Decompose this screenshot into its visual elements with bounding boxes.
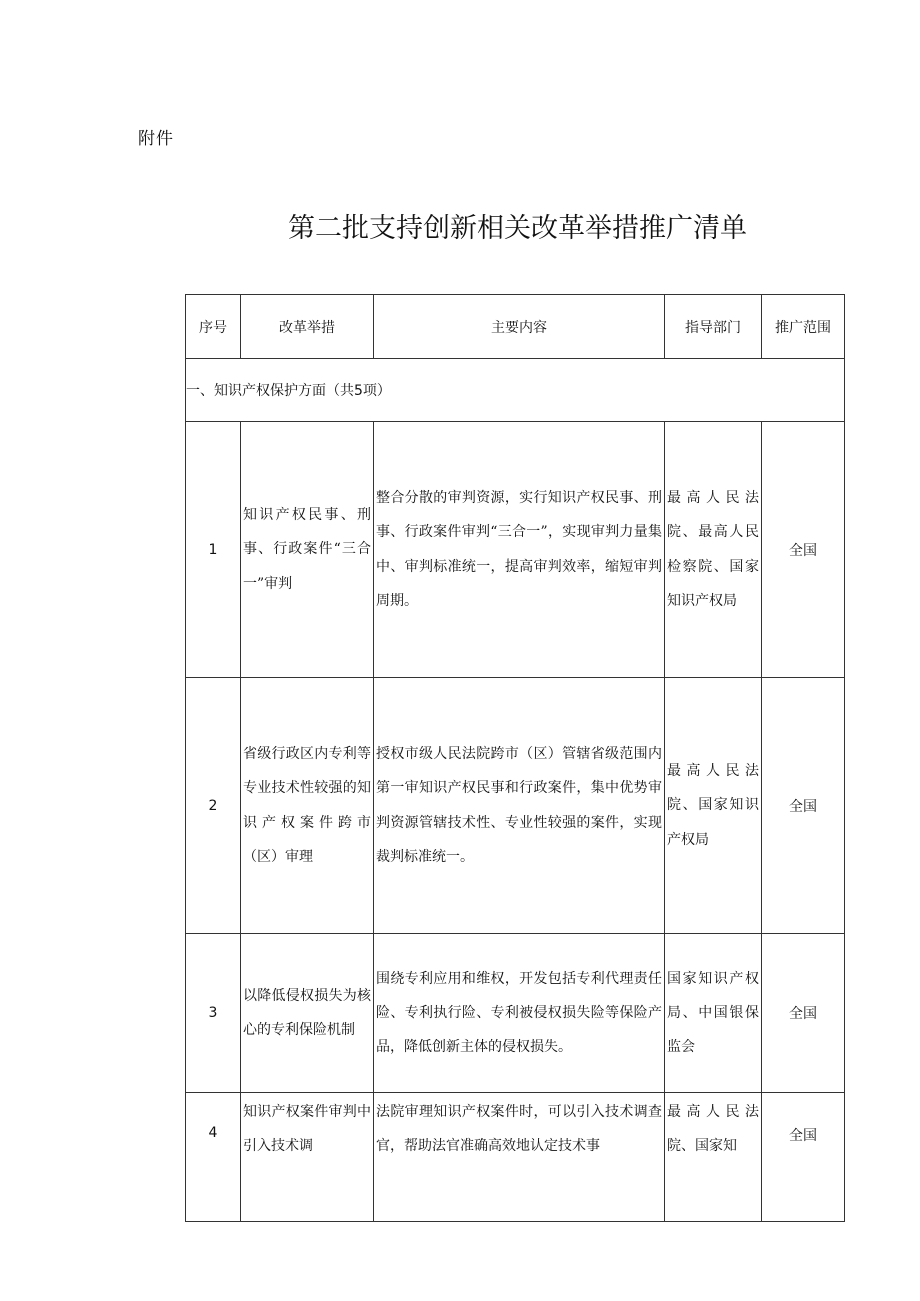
header-num: 序号 [186,295,241,359]
row-measure: 知识产权案件审判中引入技术调 [241,1093,374,1222]
row-scope: 全国 [762,1093,845,1222]
row-scope: 全国 [762,934,845,1093]
row-num: 2 [186,678,241,934]
row-dept: 国家知识产权局、中国银保监会 [665,934,762,1093]
document-title: 第二批支持创新相关改革举措推广清单 [288,213,747,244]
table-row [186,422,845,678]
table-row [186,678,845,934]
row-content: 法院审理知识产权案件时，可以引入技术调查官，帮助法官准确高效地认定技术事 [374,1093,665,1222]
table-header-row [186,295,845,359]
table-row [186,934,845,1093]
table-row [186,1093,845,1222]
header-measure: 改革举措 [241,295,374,359]
section-row [186,359,845,422]
header-dept: 指导部门 [665,295,762,359]
attachment-label: 附件 [138,129,174,149]
row-scope: 全国 [762,422,845,678]
row-content: 围绕专利应用和维权，开发包括专利代理责任险、专利执行险、专利被侵权损失险等保险产品，降低创新主体的侵权损失。 [374,934,665,1093]
row-num: 3 [186,934,241,1093]
section-heading: 一、知识产权保护方面（共5项） [186,359,845,422]
row-num: 4 [186,1093,241,1222]
row-dept: 最高人民法院、国家知 [665,1093,762,1222]
row-scope: 全国 [762,678,845,934]
header-content: 主要内容 [374,295,665,359]
row-content: 授权市级人民法院跨市（区）管辖省级范围内第一审知识产权民事和行政案件，集中优势审判资源管辖技术性、专业性较强的案件，实现裁判标准统一。 [374,678,665,934]
row-measure: 省级行政区内专利等专业技术性较强的知识产权案件跨市（区）审理 [241,678,374,934]
row-measure: 以降低侵权损失为核心的专利保险机制 [241,934,374,1093]
row-num: 1 [186,422,241,678]
reform-measures-table [185,294,845,1222]
row-dept: 最高人民法院、国家知识产权局 [665,678,762,934]
row-content: 整合分散的审判资源，实行知识产权民事、刑事、行政案件审判“三合一”，实现审判力量集中、审判标准统一，提高审判效率，缩短审判周期。 [374,422,665,678]
row-dept: 最高人民法院、最高人民检察院、国家知识产权局 [665,422,762,678]
header-scope: 推广范围 [762,295,845,359]
row-measure: 知识产权民事、刑事、行政案件“三合一”审判 [241,422,374,678]
